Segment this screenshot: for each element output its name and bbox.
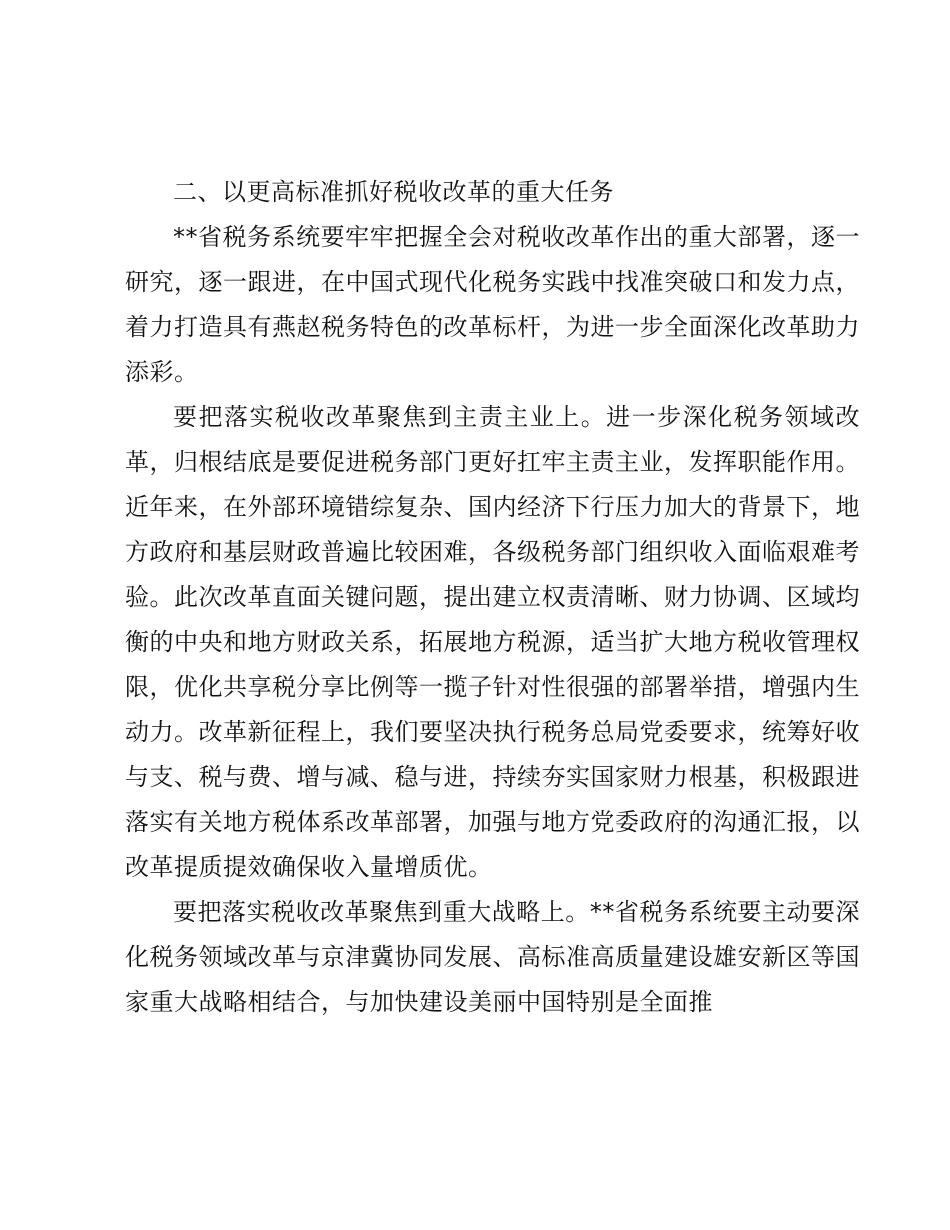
- paragraph-major-strategies: 要把落实税收改革聚焦到重大战略上。**省税务系统要主动要深化税务领域改革与京津冀协同发展、高标准高质量建设雄安新区等国家重大战略相结合，与加快建设美丽中国特别是全面推: [125, 898, 860, 1016]
- paragraph-intro: **省税务系统要牢牢把握全会对税收改革作出的重大部署，逐一研究，逐一跟进，在中国式现代化税务实践中找准突破口和发力点，着力打造具有燕赵税务特色的改革标杆，为进一步全面深化改革助力添彩。: [125, 223, 860, 386]
- paragraph-core-duties: 要把落实税收改革聚焦到主责主业上。进一步深化税务领域改革，归根结底是要促进税务部门更好扛牢主责主业，发挥职能作用。近年来，在外部环境错综复杂、国内经济下行压力加大的背景下，地方政府和基层财政普遍比较困难，各级税务部门组织收入面临艰难考验。此次改革直面关键问题，提出建立权责清晰、财力协调、区域均衡的中央和地方财政关系，拓展地方税源，适当扩大地方税收管理权限，优化共享税分享比例等一揽子针对性很强的部署举措，增强内生动力。改革新征程上，我们要坚决执行税务总局党委要求，统筹好收与支、税与费、增与减、稳与进，持续夯实国家财力根基，积极跟进落实有关地方税体系改革部署，加强与地方党委政府的沟通汇报，以改革提质提效确保收入量增质优。: [125, 403, 860, 881]
- section-heading: 二、以更高标准抓好税收改革的重大任务: [173, 178, 614, 206]
- document-body: [125, 170, 860, 1025]
